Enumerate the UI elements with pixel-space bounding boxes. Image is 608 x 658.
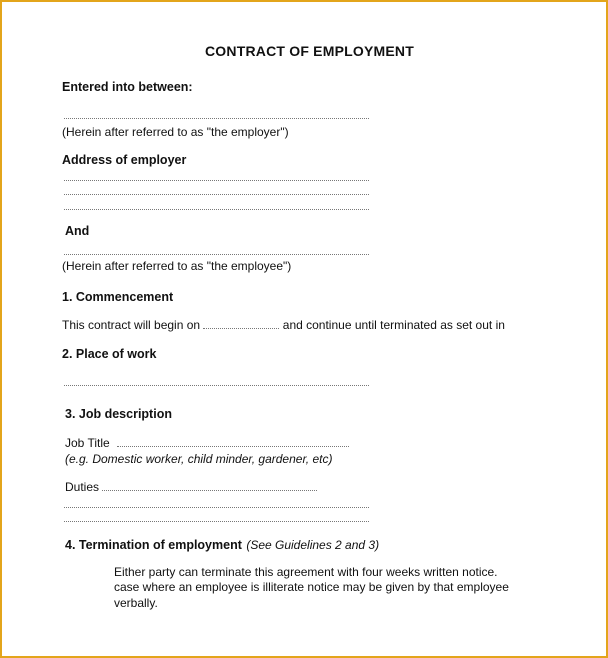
commencement-heading: 1. Commencement — [62, 290, 174, 304]
duties-blank-1[interactable] — [102, 490, 317, 491]
job-description-heading: 3. Job description — [65, 407, 172, 421]
entered-into-label: Entered into between: — [62, 80, 193, 94]
termination-guideline-ref: (See Guidelines 2 and 3) — [246, 538, 380, 552]
termination-paragraph-line-3: verbally. — [114, 596, 158, 610]
commencement-text-before: This contract will begin on — [62, 318, 201, 332]
place-of-work-blank[interactable] — [64, 385, 369, 386]
termination-paragraph-line-2: case where an employee is illiterate notice may be given by that employee — [114, 580, 509, 594]
job-title-blank[interactable] — [117, 446, 349, 447]
duties-label: Duties — [65, 480, 100, 494]
start-date-blank[interactable] — [203, 328, 279, 329]
employer-name-blank[interactable] — [64, 118, 369, 119]
duties-row — [65, 480, 317, 494]
commencement-text-after: and continue until terminated as set out in — [282, 318, 505, 332]
job-title-row — [65, 436, 349, 450]
commencement-sentence — [62, 318, 505, 332]
document-title: CONTRACT OF EMPLOYMENT — [205, 43, 414, 59]
termination-heading-row — [65, 536, 379, 554]
address-blank-1[interactable] — [64, 180, 369, 181]
address-blank-2[interactable] — [64, 194, 369, 195]
duties-blank-2[interactable] — [64, 507, 369, 508]
duties-blank-3[interactable] — [64, 521, 369, 522]
and-label: And — [65, 224, 90, 238]
job-title-examples: (e.g. Domestic worker, child minder, gardener, etc) — [65, 452, 333, 466]
termination-heading: 4. Termination of employment — [65, 538, 242, 552]
employer-reference-text: (Herein after referred to as "the employer") — [62, 125, 289, 139]
job-title-label: Job Title — [65, 436, 110, 450]
termination-paragraph-line-1: Either party can terminate this agreement with four weeks written notice. — [114, 565, 498, 579]
place-of-work-heading: 2. Place of work — [62, 347, 157, 361]
address-of-employer-heading: Address of employer — [62, 153, 187, 167]
employee-name-blank[interactable] — [64, 254, 369, 255]
employee-reference-text: (Herein after referred to as "the employee") — [62, 259, 292, 273]
address-blank-3[interactable] — [64, 209, 369, 210]
